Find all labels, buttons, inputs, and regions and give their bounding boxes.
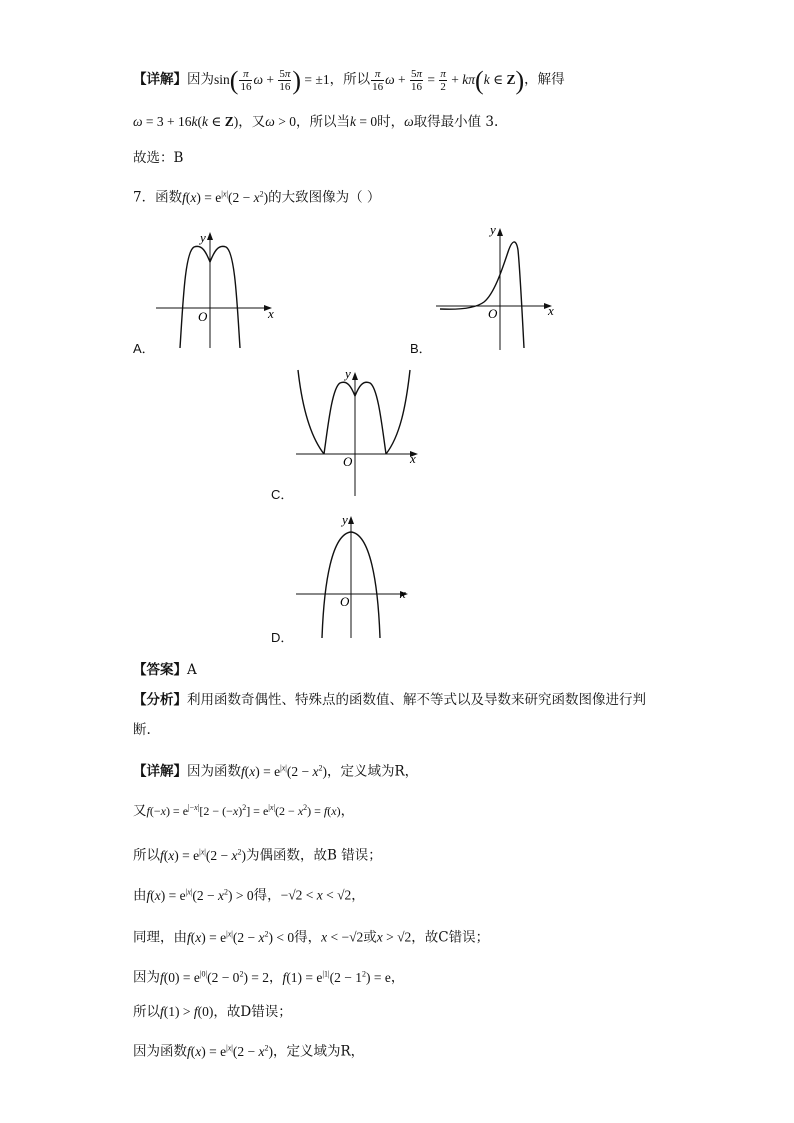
graph-d [292,512,416,640]
option-a-label: A． [133,341,155,356]
option-c-label: C． [271,487,294,502]
option-b-label: B． [410,341,432,356]
detail2-line-5: 同理，由$f(x) = e^{|x|}(2 - x^2) < 0$得，x < −√2或x > √2，故C错误； [133,929,490,946]
detail2-line-1: 【详解】因为函数$f(x) = e^{|x|}(2 - x^2)$，定义域为R， [133,763,419,780]
answer-line: 【答案】A [133,662,197,678]
axis-label-x: x [410,451,416,466]
graph-c [292,366,424,498]
axis-label-x: x [400,586,406,601]
math-expr: $\frac{\pi}{16}$ ω + $\frac{5\pi}{16}$ = $\frac{\pi}{2}$ + kπ(k ∈ Z) [372,65,525,95]
detail-line-2: ω = 3 + 16k(k ∈ Z)，又ω > 0，所以当k = 0时，ω取得最小值 3. [133,114,499,130]
math-expr: $f(x) = e^{|x|}(2 - x^2)$ [182,189,269,205]
detail-tag: 【详解】 [133,71,187,88]
origin-label: O [198,309,208,324]
detail-line-1: 【详解】因为sin( $\frac{\pi}{16}$ ω + $\frac{5\pi}{16}$ ) = ±1，所以 $\frac{\pi}{16}$ ω + $\frac{5\pi}{16}$ = $\frac{\pi}{2}$ + kπ(k ∈ Z)，解得 [133,65,565,95]
origin-label: O [488,306,498,321]
detail2-line-3: 所以$f(x) = e^{|x|}(2 - x^2)$为偶函数，故B 错误； [133,847,382,864]
axis-label-y: y [200,230,206,245]
detail2-line-4: 由$f(x) = e^{|x|}(2 - x^2) > 0$得，−√2 < x < √2， [133,887,365,904]
origin-label: O [340,594,350,609]
analysis-line-1: 【分析】利用函数奇偶性、特殊点的函数值、解不等式以及导数来研究函数图像进行判 [133,692,646,708]
detail2-line-7: 所以f(1) > f(0)，故D错误； [133,1004,292,1020]
graph-a [150,222,290,350]
option-d-label: D． [271,630,294,645]
detail2-line-8: 因为函数$f(x) = e^{|x|}(2 - x^2)$，定义域为R， [133,1043,365,1060]
math-expr: sin( $\frac{\pi}{16}$ ω + $\frac{5\pi}{16}$ ) = ±1 [214,65,330,95]
graph-b [432,220,562,352]
axis-label-y: y [490,222,496,237]
detail2-line-2: 又$f(-x) = e^{|-x|}[2 - (-x)^2] = e^{|x|}(2 - x^2) = f(x)$， [133,803,355,819]
axis-label-y: y [342,512,348,527]
math-expr: ω = 3 + 16k(k ∈ Z) [133,114,239,129]
question-line: 7．函数$f(x) = e^{|x|}(2 - x^2)$的大致图像为（ ） [133,189,381,206]
axis-label-x: x [268,306,274,321]
choose-line: 故选：B [133,150,184,166]
detail2-line-6: 因为$f(0) = e^{|0|}(2 - 0^2) = 2$，$f(1) = e^{|1|}(2 - 1^2) = e$， [133,969,405,986]
analysis-line-2: 断. [133,722,151,738]
axis-label-x: x [548,303,554,318]
origin-label: O [343,454,353,469]
axis-label-y: y [345,366,351,381]
